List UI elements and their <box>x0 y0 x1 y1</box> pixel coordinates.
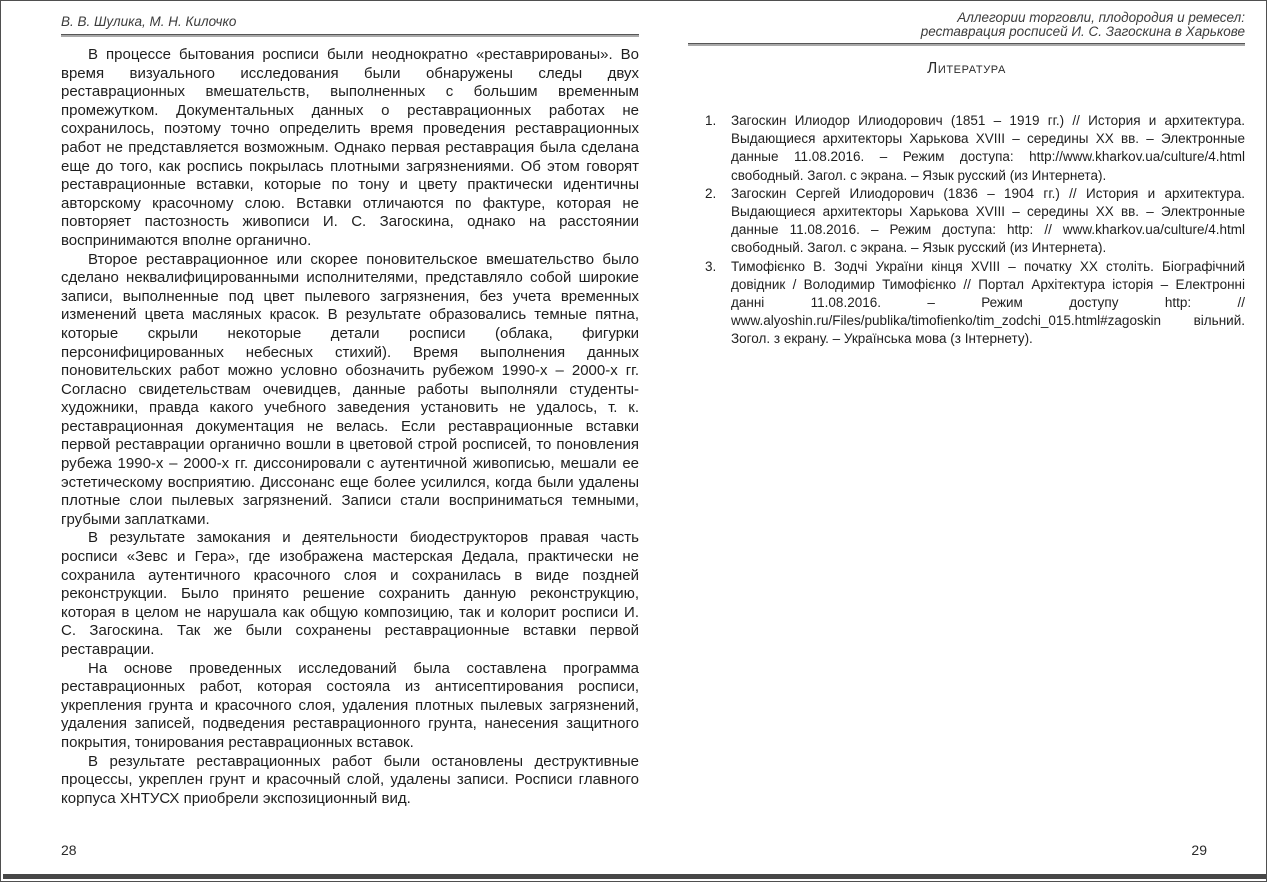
reference-number: 2. <box>705 185 717 201</box>
running-header-authors: В. В. Шулика, М. Н. Килочко <box>61 14 237 29</box>
header-rule <box>688 43 1245 46</box>
page-left <box>61 1 639 808</box>
header-rule <box>61 34 639 37</box>
running-header-title-line1: Аллегории торговли, плодородия и ремесел: <box>957 10 1245 25</box>
reference-item <box>688 185 1245 258</box>
body-paragraph: Второе реставрационное или скорее поновительское вмешательство было сделано неквалифицированными исполнителями, представляло собой широкие записи, выполненные под цвет пылевого загрязнения, без учета временных изменений цвета масляных красок. В результате образовались темные пятна, которые скрыли некоторые детали росписи (облака, фигурки персонифицированных небесных стихий). Время выполнения данных поновительских работ можно условно обозначить рубежом 1990-х – 2000-х гг. Согласно свидетельствам очевидцев, данные работы выполняли студенты-художники, правда какого учебного заведения установить не удалось, т. к. реставрационная документация не велась. Если реставрационные вставки первой реставрации органично вошли в цветовой строй росписей, то поновления рубежа 1990-х – 2000-х гг. диссонировали с аутентичной живописью, мешали ее эстетическому восприятию. Диссонанс еще более усилился, когда были удалены плотные слои пылевых загрязнений. Записи стали восприниматься темными, грубыми заплатками. <box>61 250 639 528</box>
reference-item <box>688 112 1245 185</box>
running-header-title-line2: реставрация росписей И. С. Загоскина в Харькове <box>920 24 1245 39</box>
references-heading: Литература <box>927 60 1006 77</box>
reference-item <box>688 258 1245 349</box>
bottom-scan-bar <box>3 874 1266 879</box>
article-body <box>61 46 639 808</box>
references-list <box>688 112 1245 349</box>
reference-text: Тимофієнко В. Зодчі України кінця XVIII – початку XX століть. Біографічний довідник / Володимир Тимофієнко // Портал Архітектура історія – Електронні данні 11.08.2016. – Режим доступу http: // www.alyoshin.ru/Files/publika/timofienko/tim_zodchi_015.html#zagoskin вільний. Зогол. з екрану. – Українська мова (з Інтернету). <box>731 258 1245 347</box>
page-number-left: 28 <box>61 842 77 858</box>
body-paragraph: В результате реставрационных работ были остановлены деструктивные процессы, укреплен грунт и красочный слой, удалены записи. Росписи главного корпуса ХНТУСХ приобрели экспозиционный вид. <box>61 752 639 807</box>
reference-text: Загоскин Илиодор Илиодорович (1851 – 1919 гг.) // История и архитектура. Выдающиеся архитекторы Харькова XVIII – середины XX вв. – Электронные данные 11.08.2016. – Режим доступа: http://www.kharkov.ua/culture/4.html свободный. Загол. с экрана. – Язык русский (из Интернета). <box>731 113 1245 183</box>
running-header-title <box>688 1 1245 43</box>
reference-number: 1. <box>705 113 717 128</box>
body-paragraph: В результате замокания и деятельности биодеструкторов правая часть росписи «Зевс и Гера», где изображена мастерская Дедала, практически не сохранила аутентичного красочного слоя и сохранилась в виде поздней реконструкции. Было принято решение сохранить данную реконструкцию, которая в целом не нарушала как общую композицию, так и колорит росписи И. С. Загоскина. Так же были сохранены реставрационные вставки первой реставрации. <box>61 529 639 658</box>
reference-text: Загоскин Сергей Илиодорович (1836 – 1904 гг.) // История и архитектура. Выдающиеся архитекторы Харькова XVIII – середины XX вв. – Электронные данные 11.08.2016. – Режим доступа: http: // www.kharkov.ua/culture/4.html свободный. Загол. с экрана. – Язык русский (из Интернета). <box>731 185 1245 256</box>
page-number-right: 29 <box>1191 842 1207 858</box>
body-paragraph: В процессе бытования росписи были неоднократно «реставрированы». Во время визуального исследования были обнаружены следы двух реставрационных вмешательств, выполненных с большим временным промежутком. Документальных данных о реставрационных работах не сохранилось, поэтому точно определить время проведения реставрационных работ не представляется возможным. Однако первая реставрация была сделана еще до того, как роспись покрылась плотными загрязнениями. Об этом говорят реставрационные вставки, которые по тону и цвету практически идентичны авторскому красочному слою. Вставки отличаются по фактуре, которая не повторяет пастозность живописи И. С. Загоскина, однако на расстоянии воспринимаются вполне органично. <box>61 46 639 249</box>
reference-number: 3. <box>705 258 717 274</box>
body-paragraph: На основе проведенных исследований была составлена программа реставрационных работ, которая состояла из антисептирования росписи, укрепления грунта и красочного слоя, удаления плотных пылевых загрязнений, удаления записей, подведения реставрационного грунта, нанесения защитного покрытия, тонирования реставрационных вставок. <box>61 659 639 751</box>
page-right <box>688 1 1245 349</box>
